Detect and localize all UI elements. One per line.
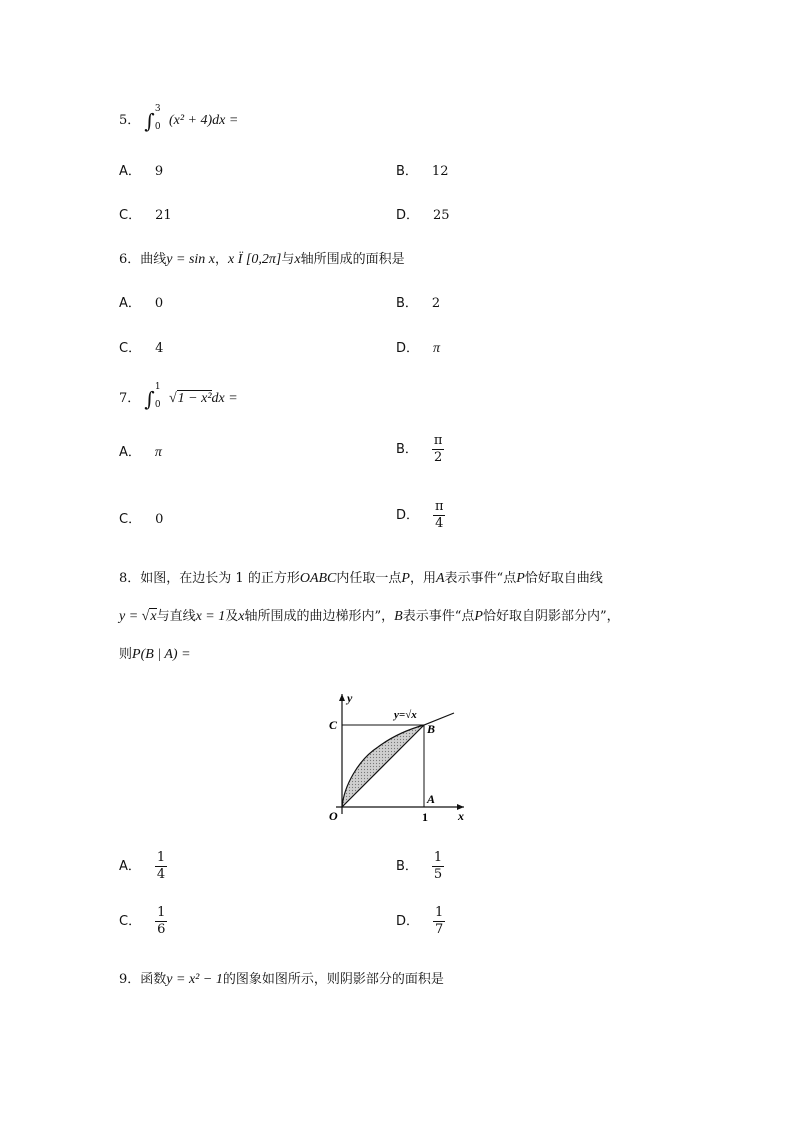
question-8-line-3: 则P(B | A) = (119, 647, 191, 662)
integral-sign: ∫ (144, 109, 155, 133)
question-6: 6．曲线y = sin x，x Ï [0,2π]与x轴所围成的面积是 (119, 252, 405, 267)
q8-option-b: B． $\frac{1}{5}$ (396, 850, 443, 882)
question-7: 7． ∫ 1 0 √1 − x²dx = (119, 382, 238, 411)
q7-option-c: C． 0 (119, 512, 164, 527)
q5-option-d: D． 25 (396, 208, 450, 223)
q5-integrand: (x² + 4)dx = (168, 113, 239, 128)
question-8-line-2: y = √x与直线x = 1及x轴所围成的曲边梯形内”，B表示事件“点P恰好取自阴影部分内”， (119, 609, 620, 624)
q6-option-c: C． 4 (119, 341, 164, 356)
q5-option-c: C． 21 (119, 208, 172, 223)
q8-option-c: C． $\frac{1}{6}$ (119, 905, 166, 937)
q6-option-b: B． 2 (396, 296, 441, 311)
q7-option-a: A． π (119, 445, 162, 460)
q6-option-d: D． π (396, 341, 441, 356)
y-axis-arrow-icon (339, 694, 345, 701)
integral-limits: 3 0 (154, 104, 161, 132)
sqrt-expression: √1 − x² (168, 391, 212, 406)
label-b: B (427, 722, 436, 736)
label-c: C (329, 718, 338, 732)
q8-figure (318, 690, 478, 830)
integral-sign: ∫ (144, 387, 155, 411)
line-y-equals-x (342, 725, 424, 807)
q8-option-a: A． $\frac{1}{4}$ (119, 850, 166, 882)
label-a: A (427, 792, 436, 806)
question-9: 9．函数y = x² − 1的图象如图所示，则阴影部分的面积是 (119, 972, 444, 987)
q5-option-a: A． 9 (119, 164, 164, 179)
curve-sqrt-x (342, 713, 454, 807)
q6-option-a: A． 0 (119, 296, 164, 311)
question-8-line-1: 8．如图，在边长为 1 的正方形OABC内任取一点P，用A表示事件“点P恰好取自曲线 (119, 571, 603, 586)
q5-number: 5． (119, 113, 141, 128)
q8-option-d: D． $\frac{1}{7}$ (396, 905, 444, 937)
label-1: 1 (422, 810, 428, 824)
label-y: y (347, 691, 353, 705)
q5-option-b: B． 12 (396, 164, 449, 179)
q7-option-d: D． $\frac{\pi}{4}$ (396, 499, 444, 531)
question-5 (119, 104, 239, 133)
q7-option-b: B． $\frac{\pi}{2}$ (396, 433, 443, 465)
label-x: x (458, 809, 464, 823)
label-o: O (329, 809, 338, 823)
curve-label: y=√x (394, 709, 417, 721)
